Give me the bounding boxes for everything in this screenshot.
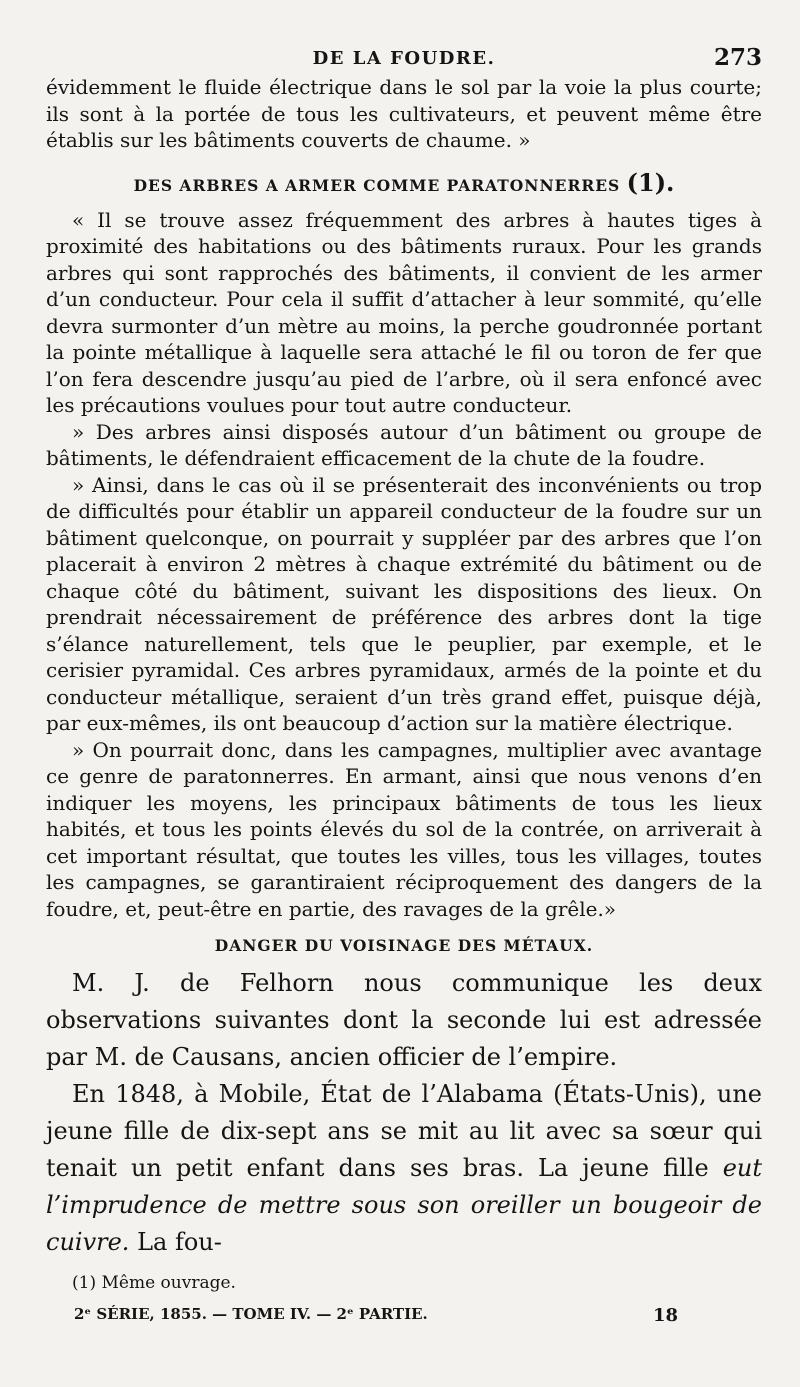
paragraph: « Il se trouve assez fréquemment des arbres à hautes tiges à proximité des habitations ou des bâtiments ruraux. Pour les grands arbres qui sont rapprochés des bâtiments, il convient de les armer d’un conducteur. Pour cela il suffit d’attacher à leur sommité, qu’elle devra surmonter d’un mètre au moins, la perche goudronnée portant la pointe métallique à laquelle sera attaché le fil ou toron de fer que l’on fera descendre jusqu’au pied de l’arbre, où il sera enfoncé avec les précautions voulues pour tout autre conducteur. xyxy=(46,207,762,417)
page-header xyxy=(46,44,762,74)
footnote-reference: (1). xyxy=(626,167,675,197)
section-heading-metals xyxy=(46,936,762,955)
running-title: DE LA FOUDRE. xyxy=(312,48,496,69)
signature-mark: 18 xyxy=(652,1305,678,1326)
series-line: 2ᵉ SÉRIE, 1855. — TOME IV. — 2ᵉ PARTIE. xyxy=(74,1305,428,1323)
paragraph: évidemment le fluide électrique dans le sol par la voie la plus courte; ils sont à la portée de tous les cultivateurs, et peuvent même être établis sur les bâtiments couverts de chaume. » xyxy=(46,75,762,152)
paragraph-text: En 1848, à Mobile, État de l’Alabama (États-Unis), une jeune fille de dix-sept ans se mit au lit avec sa sœur qui tenait un petit enfant dans ses bras. La jeune fille xyxy=(46,1080,762,1182)
paragraph-italic-text: eut l’imprudence de mettre sous son oreiller un bougeoir de cuivre. xyxy=(46,1154,762,1256)
section-title: DES ARBRES A ARMER COMME PARATONNERRES xyxy=(133,175,621,195)
paragraph: » Ainsi, dans le cas où il se présenterait des inconvénients ou trop de difficultés pour établir un appareil conducteur de la foudre sur un bâtiment quelconque, on pourrait y suppléer par des arbres que l’on placerait à environ 2 mètres à chaque extrémité du bâtiment ou de chaque côté du bâtiment, suivant les dispositions des lieux. On prendrait nécessairement de préférence des arbres dont la tige s’élance naturellement, tels que le peuplier, par exemple, et le cerisier pyramidal. Ces arbres pyramidaux, armés de la pointe et du conducteur métallique, seraient d’un très grand effet, puisque déjà, par eux-mêmes, ils ont beaucoup d’action sur la matière électrique. xyxy=(46,472,762,735)
text-block-metals xyxy=(46,965,762,1261)
section-heading-trees xyxy=(46,168,762,197)
paragraph: » On pourrait donc, dans les campagnes, multiplier avec avantage ce genre de paratonnerres. En armant, ainsi que nous venons d’en indiquer les moyens, les principaux bâtiments de tous les lieux habités, et tous les points élevés du sol de la contrée, on arriverait à cet important résultat, que toutes les villes, tous les villages, toutes les campagnes, se garantiraient réciproquement des dangers de la foudre, et, peut-être en partie, des ravages de la grêle.» xyxy=(46,737,762,921)
paragraph-text-end: La fou- xyxy=(129,1228,222,1256)
page-number: 273 xyxy=(713,44,762,71)
paragraph: » Des arbres ainsi disposés autour d’un bâtiment ou groupe de bâtiments, le défendraient efficacement de la chute de la foudre. xyxy=(46,419,762,470)
section-title: DANGER DU VOISINAGE DES MÉTAUX. xyxy=(214,936,594,955)
paragraph xyxy=(46,1076,762,1261)
footnote: (1) Même ouvrage. xyxy=(72,1273,236,1293)
text-block-top xyxy=(46,74,762,154)
page-footer xyxy=(46,1305,762,1335)
paragraph: M. J. de Felhorn nous communique les deux observations suivantes dont la seconde lui est adressée par M. de Causans, ancien officier de l’empire. xyxy=(46,969,762,1071)
text-block-trees xyxy=(46,207,762,923)
